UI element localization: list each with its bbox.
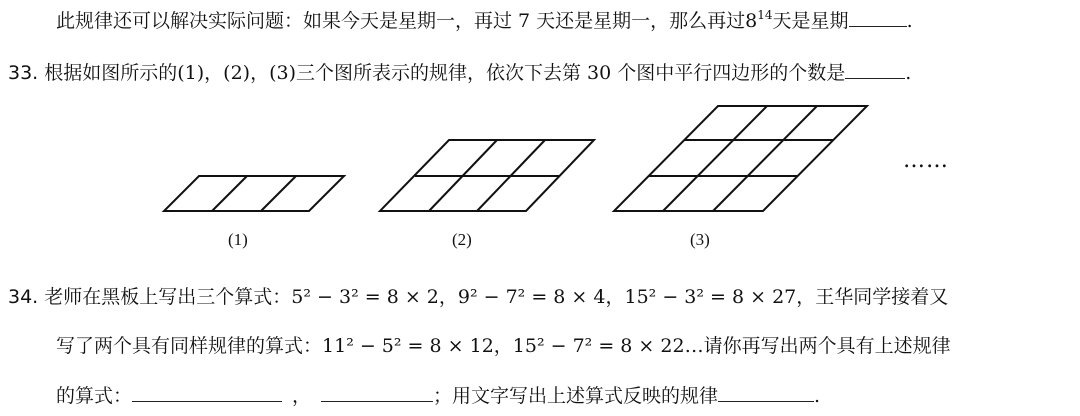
figure-3 [614, 106, 867, 211]
q34-separator: ， [438, 286, 458, 308]
q34-line2-text-b: …请你再写出两个具有上述规律 [684, 335, 951, 357]
caption-figure-3: (3) [690, 230, 710, 249]
question-34-line-3 [56, 381, 820, 410]
equation-5: 15² − 7² = 8 × 22 [512, 335, 685, 357]
caption-figure-1: (1) [228, 230, 248, 249]
caption-figure-2: (2) [452, 230, 472, 249]
question-33 [8, 58, 911, 87]
equation-2: 9² − 7² = 8 × 4 [457, 286, 606, 308]
line-1 [56, 6, 913, 35]
equation-1: 5² − 3² = 8 × 2 [291, 286, 439, 308]
q34-line2-text-a: 写了两个具有同样规律的算式： [56, 335, 323, 357]
figure-3-divider [663, 106, 767, 211]
answer-blank-q33[interactable] [845, 58, 905, 79]
q34-line3-text-a: 的算式： [56, 385, 133, 407]
figure-3-outline [614, 106, 867, 211]
q34-line3-text-b: ；用文字写出上述算式反映的规律 [433, 385, 719, 407]
line1-end: . [906, 10, 913, 32]
question-34-line-1 [8, 283, 948, 311]
question-34-line-2 [56, 332, 951, 360]
q34-text-b: ，王华同学接着又 [796, 286, 949, 308]
answer-blank-equation-1[interactable] [132, 381, 282, 402]
question-33-text: 根据如图所示的(1)，(2)，(3)三个图所表示的规律，依次下去第 30 个图中平行四边形的个数是 [44, 62, 846, 84]
question-number-34: 34. [8, 286, 39, 308]
power-exponent: 14 [757, 8, 773, 22]
figure-1-outline [164, 176, 344, 211]
answer-blank-rule[interactable] [718, 381, 814, 402]
q34-end: . [814, 385, 821, 407]
figure-3-divider [713, 106, 817, 211]
equation-3: 15² − 3² = 8 × 27 [624, 286, 797, 308]
parallelogram-figures [0, 96, 1080, 266]
q34-separator: ， [605, 286, 625, 308]
figure-2 [380, 140, 594, 211]
answer-blank-weekday[interactable] [849, 6, 907, 27]
question-number-33: 33. [8, 62, 39, 84]
equation-4: 11² − 5² = 8 × 12 [322, 335, 494, 357]
figure-1-divider [212, 176, 247, 211]
q34-text-a: 老师在黑板上写出三个算式： [44, 286, 292, 308]
question-33-end: . [905, 62, 912, 84]
power-base: 8 [745, 10, 758, 32]
figure-1-divider [261, 176, 296, 211]
continuation-ellipsis: …… [903, 148, 949, 173]
figure-1 [164, 176, 344, 211]
q34-line3-separator: ， [292, 385, 312, 407]
line1-text-b: 天是星期 [772, 10, 849, 32]
q34-separator: ， [493, 335, 513, 357]
line1-text-a: 此规律还可以解决实际问题：如果今天是星期一，再过 7 天还是星期一，那么再过 [56, 10, 746, 32]
answer-blank-equation-2[interactable] [321, 381, 433, 402]
